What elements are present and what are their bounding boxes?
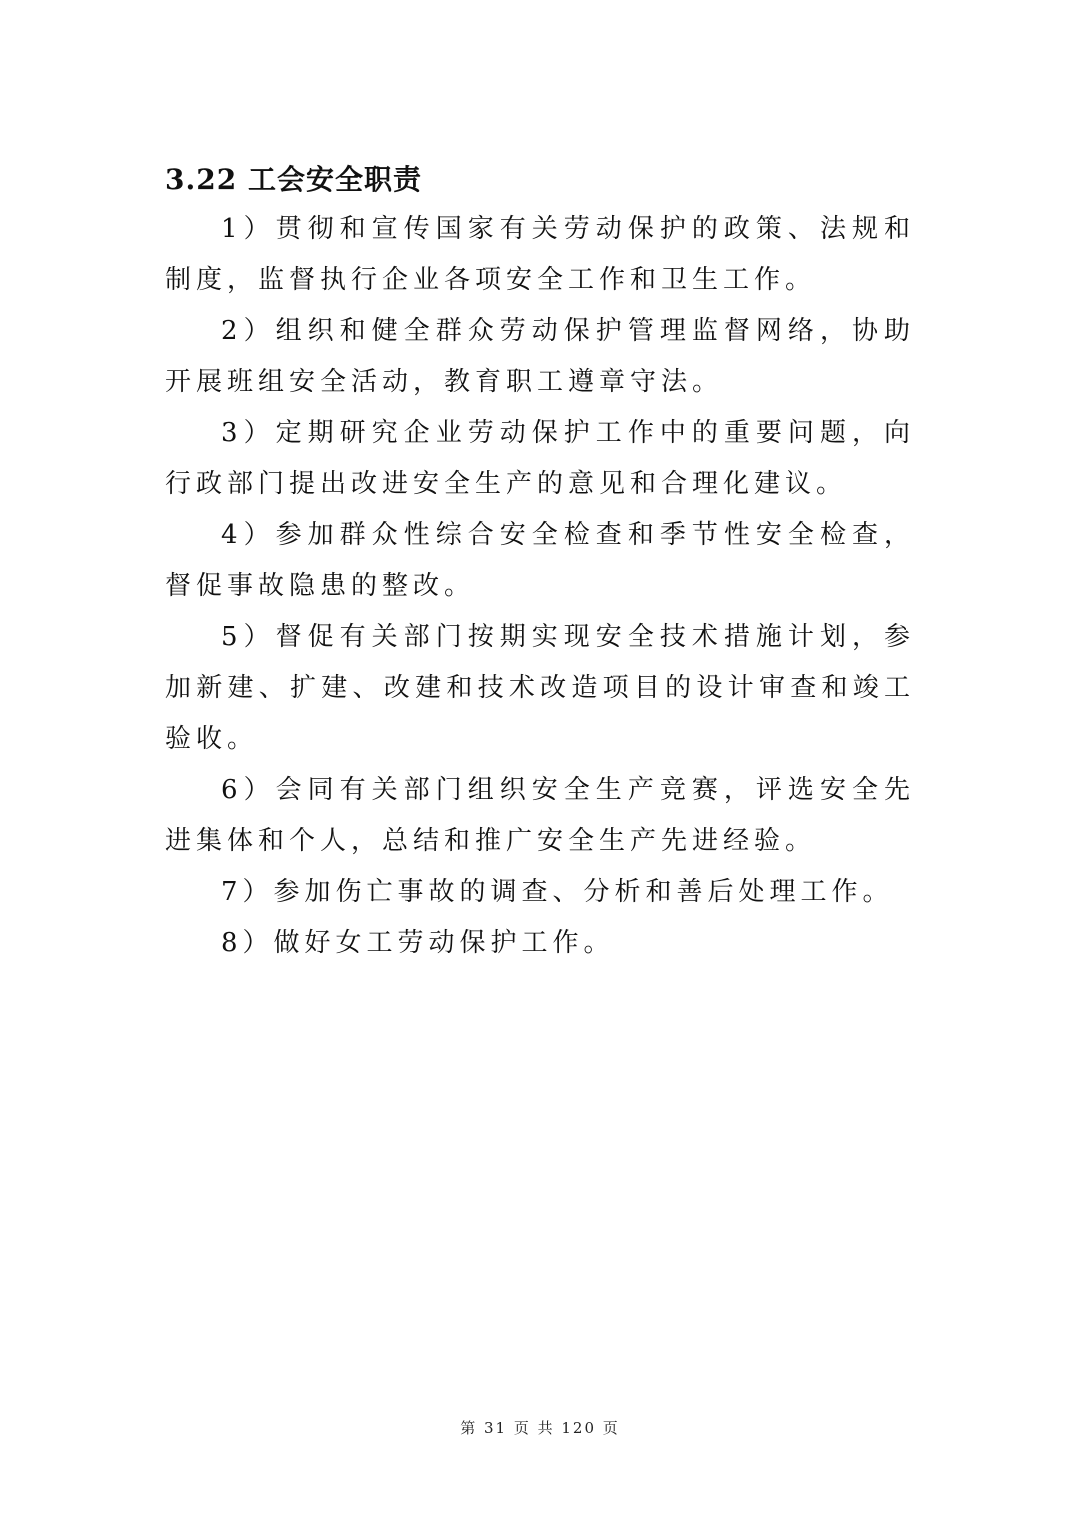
duty-item-1: 1）贯彻和宣传国家有关劳动保护的政策、法规和制度，监督执行企业各项安全工作和卫生工作。 [165, 214, 915, 295]
document-body [165, 160, 915, 969]
duty-item-6: 6）会同有关部门组织安全生产竞赛，评选安全先进集体和个人，总结和推广安全生产先进经验。 [165, 775, 915, 856]
section-heading: 3.22 工会安全职责 [165, 163, 422, 196]
duty-item-2: 2）组织和健全群众劳动保护管理监督网络，协助开展班组安全活动，教育职工遵章守法。 [165, 316, 915, 397]
page-footer: 第 31 页 共 120 页 [460, 1419, 620, 1437]
duty-item-5: 5）督促有关部门按期实现安全技术措施计划，参加新建、扩建、改建和技术改造项目的设计审查和竣工验收。 [165, 622, 915, 754]
duty-item-7: 7）参加伤亡事故的调查、分析和善后处理工作。 [221, 877, 894, 907]
duty-item-3: 3）定期研究企业劳动保护工作中的重要问题，向行政部门提出改进安全生产的意见和合理化建议。 [165, 418, 915, 499]
duty-item-4: 4）参加群众性综合安全检查和季节性安全检查，督促事故隐患的整改。 [165, 520, 915, 601]
duty-item-8: 8）做好女工劳动保护工作。 [221, 928, 615, 958]
